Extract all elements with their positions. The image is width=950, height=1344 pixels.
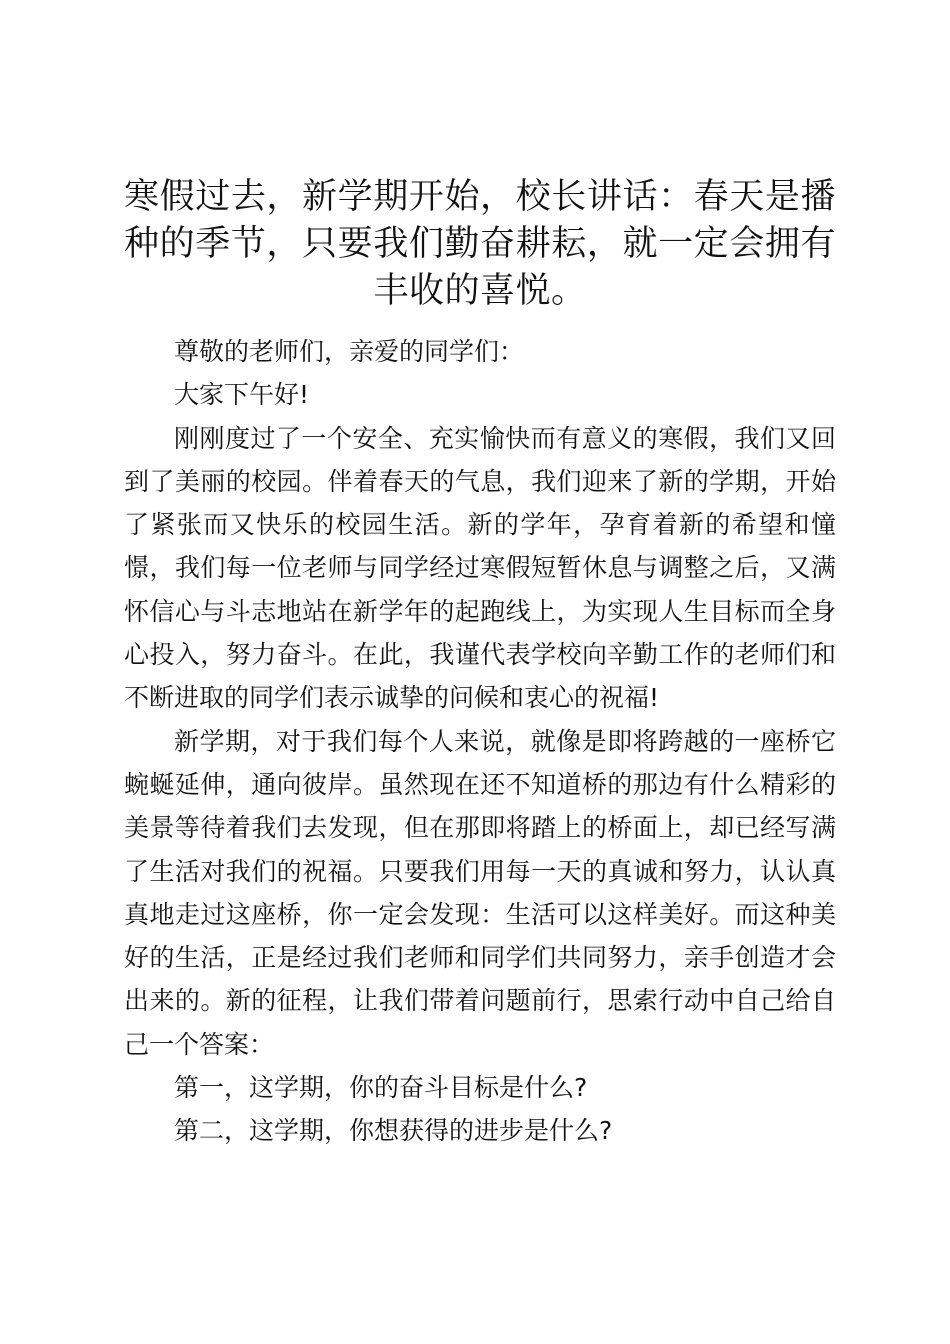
document-title: 寒假过去，新学期开始，校长讲话：春天是播种的季节，只要我们勤奋耕耘，就一定会拥有丰收的喜悦。 [124, 177, 836, 311]
greeting-paragraph: 大家下午好! [174, 380, 310, 410]
question-paragraph: 第一，这学期，你的奋斗目标是什么? [174, 1073, 588, 1103]
body-paragraph: 刚刚度过了一个安全、充实愉快而有意义的寒假，我们又回到了美丽的校园。伴着春天的气息，我们迎来了新的学期，开始了紧张而又快乐的校园生活。新的学年，孕育着新的希望和憧憬，我们每一位老师与同学经过寒假短暂休息与调整之后，又满怀信心与斗志地站在新学年的起跑线上，为实现人生目标而全身心投入，努力奋斗。在此，我谨代表学校向辛勤工作的老师们和不断进取的同学们表示诚挚的问候和衷心的祝福! [124, 423, 836, 713]
document-body [124, 330, 836, 1153]
question-paragraph: 第二，这学期，你想获得的进步是什么? [174, 1116, 613, 1146]
body-paragraph: 新学期，对于我们每个人来说，就像是即将跨越的一座桥它蜿蜒延伸，通向彼岸。虽然现在还不知道桥的那边有什么精彩的美景等待着我们去发现，但在那即将踏上的桥面上，却已经写满了生活对我们的祝福。只要我们用每一天的真诚和努力，认认真真地走过这座桥，你一定会发现：生活可以这样美好。而这种美好的生活，正是经过我们老师和同学们共同努力，亲手创造才会出来的。新的征程，让我们带着问题前行，思索行动中自己给自己一个答案： [124, 726, 836, 1059]
salutation-paragraph: 尊敬的老师们，亲爱的同学们： [174, 337, 525, 366]
